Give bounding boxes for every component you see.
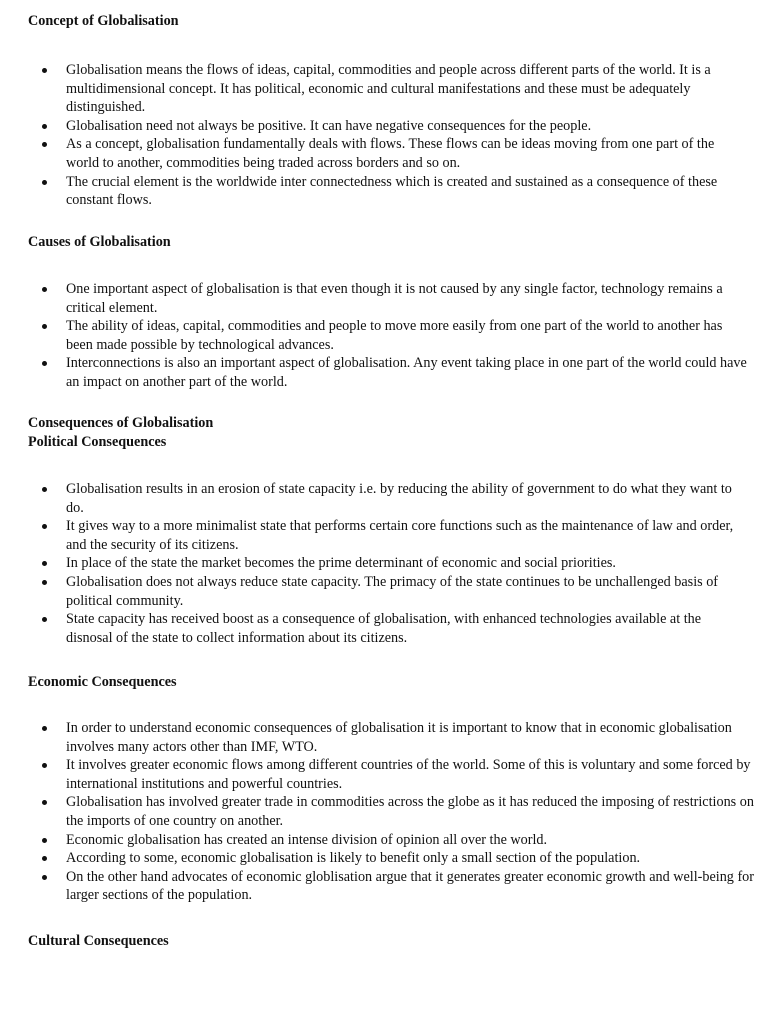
heading-consequences-of-globalisation: Consequences of Globalisation xyxy=(28,415,214,431)
bullet-icon xyxy=(42,875,47,880)
bullet-icon xyxy=(42,487,47,492)
heading-economic-consequences: Economic Consequences xyxy=(28,674,177,690)
bullet-icon xyxy=(42,524,47,529)
heading-causes-of-globalisation: Causes of Globalisation xyxy=(28,234,171,250)
bullet-icon xyxy=(42,561,47,566)
bullet-icon xyxy=(42,324,47,329)
bullet-icon xyxy=(42,726,47,731)
list-item: Globalisation does not always reduce state capacity. The primacy of the state continues to be unchallenged basis of political community. xyxy=(66,573,748,610)
concept-bullet-list xyxy=(0,61,768,210)
list-item: In place of the state the market becomes the prime determinant of economic and social priorities. xyxy=(66,554,748,573)
list-item: Economic globalisation has created an intense division of opinion all over the world. xyxy=(66,831,756,850)
list-item: State capacity has received boost as a consequence of globalisation, with enhanced technologies available at the disnosal of the state to collect information about its citizens. xyxy=(66,610,748,647)
list-item: Globalisation has involved greater trade in commodities across the globe as it has reduced the imposing of restrictions on the imports of one country on another. xyxy=(66,793,756,830)
bullet-icon xyxy=(42,124,47,129)
list-item: On the other hand advocates of economic globlisation argue that it generates greater economic growth and well-being for larger sections of the population. xyxy=(66,868,756,905)
bullet-icon xyxy=(42,287,47,292)
list-item: Interconnections is also an important aspect of globalisation. Any event taking place in one part of the world could have an impact on another part of the world. xyxy=(66,354,748,391)
heading-cultural-consequences: Cultural Consequences xyxy=(28,933,169,949)
bullet-icon xyxy=(42,617,47,622)
heading-political-consequences: Political Consequences xyxy=(28,434,167,450)
causes-bullet-list xyxy=(0,280,768,392)
list-item: In order to understand economic consequences of globalisation it is important to know that in economic globalisation involves many actors other than IMF, WTO. xyxy=(66,719,756,756)
bullet-icon xyxy=(42,68,47,73)
list-item: According to some, economic globalisation is likely to benefit only a small section of the population. xyxy=(66,849,756,868)
bullet-icon xyxy=(42,763,47,768)
political-bullet-list xyxy=(0,480,768,647)
list-item: The crucial element is the worldwide inter connectedness which is created and sustained as a consequence of these constant flows. xyxy=(66,173,748,210)
list-item: It involves greater economic flows among different countries of the world. Some of this is voluntary and some forced by international institutions and powerful countries. xyxy=(66,756,756,793)
bullet-icon xyxy=(42,838,47,843)
list-item: Globalisation results in an erosion of state capacity i.e. by reducing the ability of government to do what they want to do. xyxy=(66,480,748,517)
bullet-icon xyxy=(42,800,47,805)
heading-concept-of-globalisation: Concept of Globalisation xyxy=(28,13,179,29)
bullet-icon xyxy=(42,580,47,585)
list-item: As a concept, globalisation fundamentally deals with flows. These flows can be ideas moving from one part of the world to another, commodities being traded across borders and so on. xyxy=(66,135,748,172)
economic-bullet-list xyxy=(0,719,768,905)
list-item: Globalisation need not always be positive. It can have negative consequences for the people. xyxy=(66,117,748,136)
bullet-icon xyxy=(42,142,47,147)
bullet-icon xyxy=(42,856,47,861)
bullet-icon xyxy=(42,361,47,366)
list-item: Globalisation means the flows of ideas, capital, commodities and people across different parts of the world. It is a multidimensional concept. It has political, economic and cultural manifestations and these must be adequately distinguished. xyxy=(66,61,748,117)
list-item: It gives way to a more minimalist state that performs certain core functions such as the maintenance of law and order, and the security of its citizens. xyxy=(66,517,748,554)
list-item: The ability of ideas, capital, commodities and people to move more easily from one part of the world to another has been made possible by technological advances. xyxy=(66,317,748,354)
list-item: One important aspect of globalisation is that even though it is not caused by any single factor, technology remains a critical element. xyxy=(66,280,748,317)
bullet-icon xyxy=(42,180,47,185)
